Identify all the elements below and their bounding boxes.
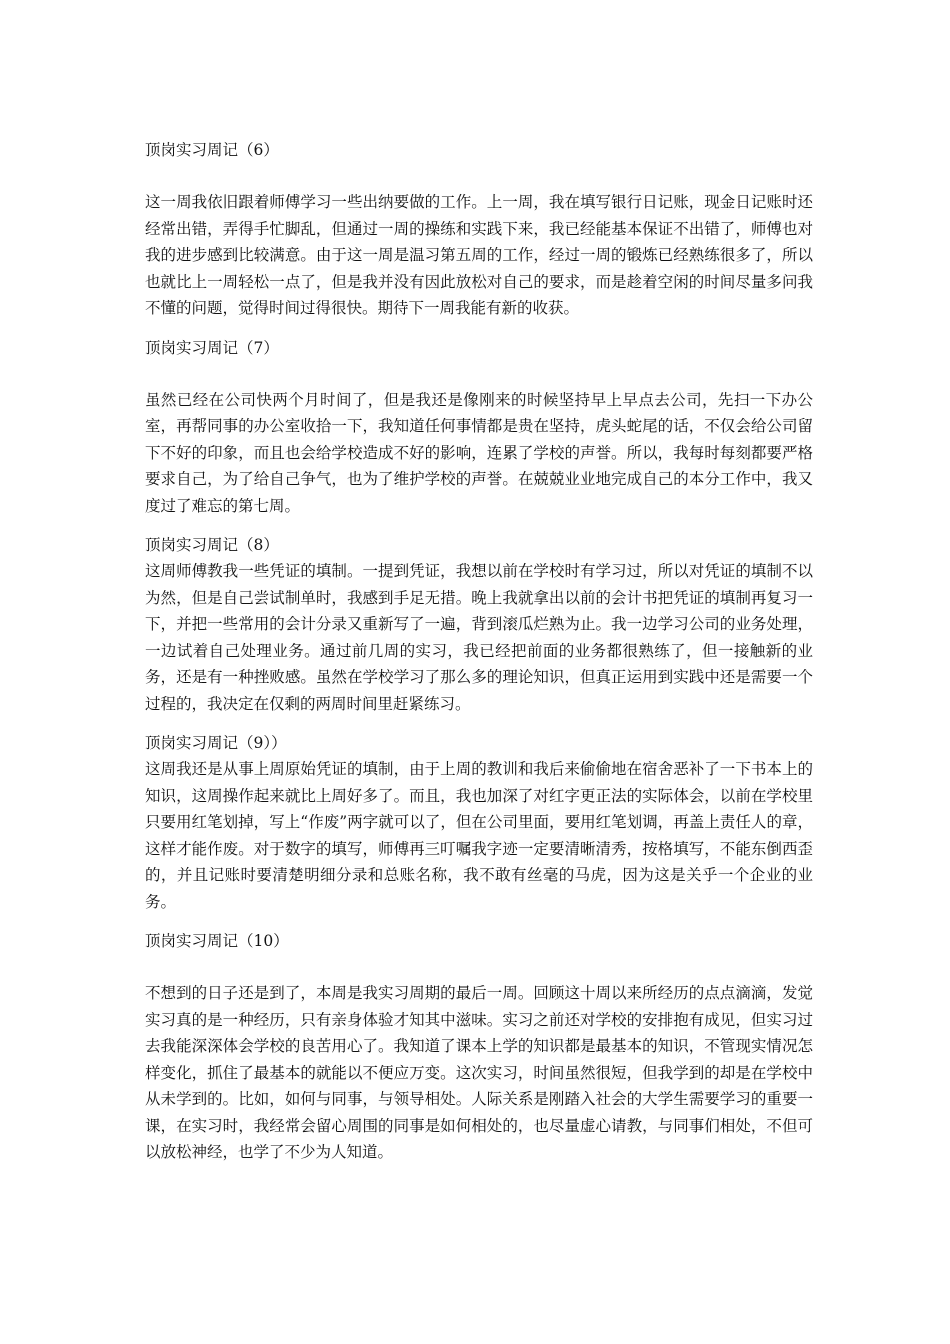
- spacer: [145, 915, 813, 928]
- journal-heading-week-8: 顶岗实习周记（8）: [145, 536, 279, 554]
- journal-body-week-6: 这一周我依旧跟着师傅学习一些出纳要做的工作。上一周，我在填写银行日记账，现金日记账时还经常出错，弄得手忙脚乱，但通过一周的操练和实践下来，我已经能基本保证不出错了，师傅也对我的进步感到比较满意。由于这一周是温习第五周的工作，经过一周的锻炼已经熟练很多了，所以也就比上一周轻松一点了，但是我并没有因此放松对自己的要求，而是趁着空闲的时间尽量多问我不懂的问题，觉得时间过得很快。期待下一周我能有新的收获。: [145, 193, 813, 317]
- journal-body-week-8: 这周师傅教我一些凭证的填制。一提到凭证，我想以前在学校时有学习过，所以对凭证的填制不以为然，但是自己尝试制单时，我感到手足无措。晚上我就拿出以前的会计书把凭证的填制再复习一下，并把一些常用的会计分录又重新写了一遍，背到滚瓜烂熟为止。我一边学习公司的业务处理，一边试着自己处理业务。通过前几周的实习，我已经把前面的业务都很熟练了，但一接触新的业务，还是有一种挫败感。虽然在学校学习了那么多的理论知识，但真正运用到实践中还是需要一个过程的，我决定在仅剩的两周时间里赶紧练习。: [145, 562, 813, 713]
- spacer: [145, 717, 813, 730]
- journal-body-week-7: 虽然已经在公司快两个月时间了，但是我还是像刚来的时候坚持早上早点去公司，先扫一下办公室，再帮同事的办公室收拾一下，我知道任何事情都是贵在坚持，虎头蛇尾的话，不仅会给公司留下不好的印象，而且也会给学校造成不好的影响，连累了学校的声誉。所以，我每时每刻都要严格要求自己，为了给自己争气，也为了维护学校的声誉。在兢兢业业地完成自己的本分工作中，我又度过了难忘的第七周。: [145, 390, 813, 515]
- journal-heading-week-9: 顶岗实习周记（9））: [145, 734, 287, 752]
- spacer: [145, 519, 813, 532]
- spacer: [145, 361, 813, 387]
- spacer: [145, 954, 813, 980]
- journal-body-week-9: 这周我还是从事上周原始凭证的填制，由于上周的教训和我后来偷偷地在宿舍恶补了一下书本上的知识，这周操作起来就比上周好多了。而且，我也加深了对红字更正法的实际体会，以前在学校里只要用红笔划掉，写上“作废”两字就可以了，但在公司里面，要用红笔划调，再盖上责任人的章，这样才能作废。对于数字的填写，师傅再三叮嘱我字迹一定要清晰清秀，按格填写，不能东倒西歪的，并且记账时要清楚明细分录和总账名称，我不敢有丝毫的马虎，因为这是关乎一个企业的业务。: [145, 760, 813, 911]
- spacer: [145, 322, 813, 335]
- spacer: [145, 163, 813, 189]
- journal-heading-week-10: 顶岗实习周记（10）: [145, 932, 289, 950]
- document-body: [145, 137, 813, 1166]
- journal-heading-week-6: 顶岗实习周记（6）: [145, 141, 279, 159]
- journal-heading-week-7: 顶岗实习周记（7）: [145, 338, 279, 357]
- journal-body-week-10: 不想到的日子还是到了，本周是我实习周期的最后一周。回顾这十周以来所经历的点点滴滴，发觉实习真的是一种经历，只有亲身体验才知其中滋味。实习之前还对学校的安排抱有成见，但实习过去我能深深体会学校的良苦用心了。我知道了课本上学的知识都是最基本的知识，不管现实情况怎样变化，抓住了最基本的就能以不便应万变。这次实习，时间虽然很短，但我学到的却是在学校中从未学到的。比如，如何与同事，与领导相处。人际关系是刚踏入社会的大学生需要学习的重要一课，在实习时，我经常会留心周围的同事是如何相处的，也尽量虚心请教，与同事们相处，不但可以放松神经，也学了不少为人知道。: [145, 984, 813, 1161]
